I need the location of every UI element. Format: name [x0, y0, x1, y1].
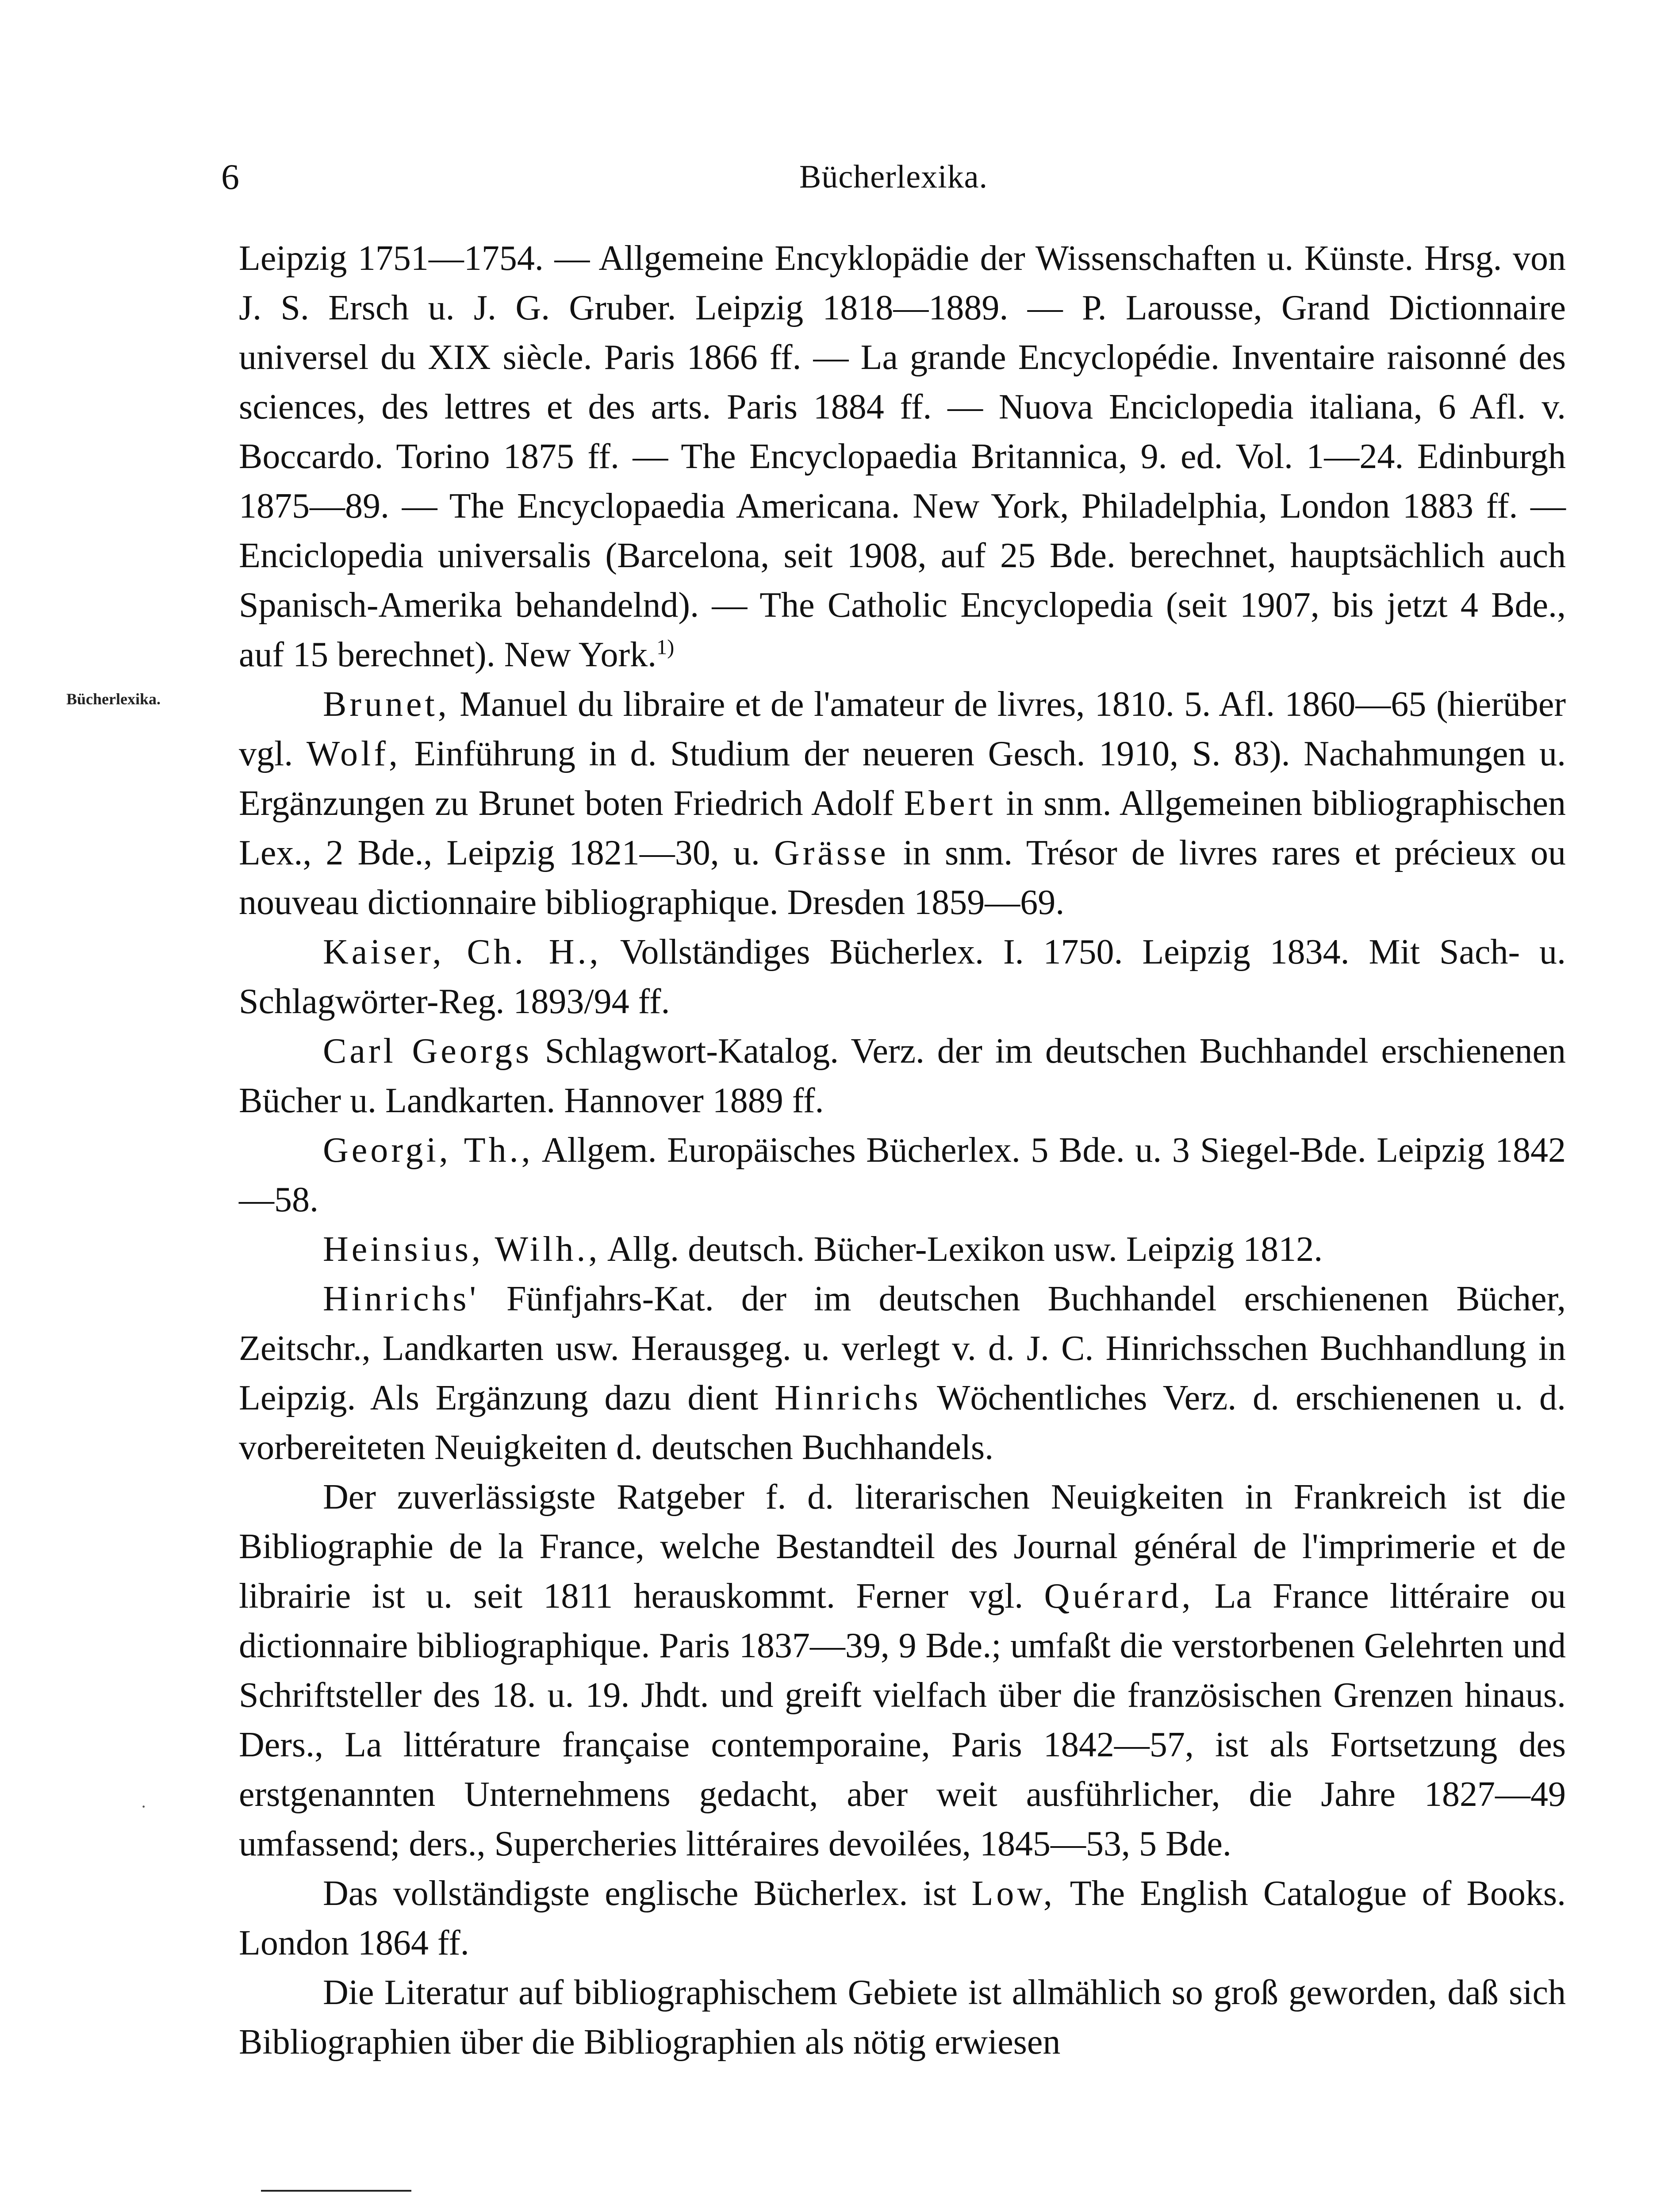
paragraph-text: Wöchentliches Verz. d. erschienenen u. d. vorbereiteten Neuigkeiten d. deutschen Buchhandels. — [239, 1379, 1566, 1467]
paragraph-text: The English Catalogue of Books. London 1864 ff. — [239, 1874, 1566, 1962]
author-name: Hinrichs' — [323, 1279, 479, 1318]
paragraph-english — [239, 1869, 1566, 1968]
paragraph-text: in snm. Allgemeinen bibliographischen Lex., 2 Bde., Leipzig 1821—30, u. — [239, 784, 1566, 872]
paragraph-georg — [239, 1026, 1566, 1125]
paragraph-kaiser — [239, 927, 1566, 1026]
paragraph-georgi — [239, 1125, 1566, 1225]
footnote-divider — [261, 2190, 411, 2192]
paragraph-text: Einführung in d. Studium der neueren Gesch. 1910, S. 83). Nachahmungen u. Ergänzungen zu Brunet boten Friedrich Adolf — [239, 734, 1566, 823]
author-name: Kaiser, Ch. H., — [323, 933, 602, 972]
author-name: Quérard, — [1044, 1577, 1194, 1616]
margin-note: Bücherlexika. — [66, 690, 161, 708]
author-name: Heinsius, Wilh., — [323, 1230, 601, 1269]
paragraph-hinrichs — [239, 1274, 1566, 1472]
author-name: Hinrichs — [775, 1379, 921, 1417]
author-name: Georgi, Th., — [323, 1131, 533, 1170]
paragraph-text: La France littéraire ou dictionnaire bibliographique. Paris 1837—39, 9 Bde.; umfaßt die verstorbenen Gelehrten und Schriftsteller des 18. u. 19. Jhdt. und greift vielfach über die französischen Grenzen hinaus. Ders., La littérature française contemporaine, Paris 1842—57, ist als Fortsetzung des erstgenannten Unternehmens gedacht, aber weit ausführlicher, die Jahre 1827—49 umfassend; ders., Supercheries littéraires devoilées, 1845—53, 5 Bde. — [239, 1577, 1566, 1863]
paragraph-text: Der zuverlässigste Ratgeber f. d. literarischen Neuigkeiten in Frankreich ist die Bibliographie de la France, welche Bestandteil des Journal général de l'imprimerie et de librairie ist u. seit 1811 herauskommt. Ferner vgl. — [239, 1478, 1566, 1616]
footnote-ref: 1) — [656, 635, 675, 659]
paragraph-text: Manuel du libraire et de l'amateur de livres, 1810. 5. Afl. 1860—65 (hierüber vgl. — [239, 685, 1566, 773]
paragraph-text: Fünfjahrs-Kat. der im deutschen Buchhandel erschienenen Bücher, Zeitschr., Landkarten usw. Herausgeg. u. verlegt v. d. J. C. Hinrichsschen Buchhandlung in Leipzig. Als Ergänzung dazu dient — [239, 1279, 1566, 1417]
running-head: Bücherlexika. — [799, 159, 988, 195]
author-name: Wolf, — [306, 734, 401, 773]
page-header — [221, 155, 1566, 208]
paragraph-text: Schlagwort-Katalog. Verz. der im deutschen Buchhandel erschienenen Bücher u. Landkarten. Hannover 1889 ff. — [239, 1032, 1566, 1120]
author-name: Carl Georgs — [323, 1032, 533, 1071]
paragraph-heinsius — [239, 1225, 1566, 1274]
paragraph-text: Allg. deutsch. Bücher-Lexikon usw. Leipzig 1812. — [600, 1230, 1323, 1269]
paragraph-text: Die Literatur auf bibliographischem Gebiete ist allmählich so groß geworden, daß sich Bibliographien über die Bibliographien als nötig erwiesen — [239, 1973, 1566, 2062]
author-name: Low, — [971, 1874, 1055, 1913]
paragraph-text: Allgem. Europäisches Bücherlex. 5 Bde. u. 3 Siegel-Bde. Leipzig 1842—58. — [239, 1131, 1566, 1219]
paragraph-france — [239, 1472, 1566, 1869]
stray-mark: · — [141, 1797, 147, 1816]
author-name: Ebert — [904, 784, 996, 823]
paragraph-text: Das vollständigste englische Bücherlex. ist — [323, 1874, 972, 1913]
page-number: 6 — [221, 157, 239, 197]
author-name: Brunet, — [323, 685, 450, 724]
body-text — [239, 234, 1566, 2067]
paragraph-text: Vollständiges Bücherlex. I. 1750. Leipzig 1834. Mit Sach- u. Schlagwörter-Reg. 1893/94 ff. — [239, 933, 1566, 1021]
paragraph-brunet — [239, 680, 1566, 927]
paragraph-text: Leipzig 1751—1754. — Allgemeine Encyklopädie der Wissenschaften u. Künste. Hrsg. von J. S. Ersch u. J. G. Gruber. Leipzig 1818—1889. — P. Larousse, Grand Dictionnaire universel du XIX siècle. Paris 1866 ff. — La grande Encyclopédie. Inventaire raisonné des sciences, des lettres et des arts. Paris 1884 ff. — Nuova Enciclopedia italiana, 6 Afl. v. Boccardo. Torino 1875 ff. — The Encyclopaedia Britannica, 9. ed. Vol. 1—24. Edinburgh 1875—89. — The Encyclopaedia Americana. New York, Philadelphia, London 1883 ff. — Enciclopedia universalis (Barcelona, seit 1908, auf 25 Bde. berechnet, hauptsächlich auch Spanisch-Amerika behandelnd). — The Catholic Encyclopedia (seit 1907, bis jetzt 4 Bde., auf 15 berechnet). New York. — [239, 239, 1566, 674]
paragraph-bibliographies — [239, 1968, 1566, 2067]
author-name: Grässe — [774, 833, 889, 872]
paragraph-encyclopedias — [239, 234, 1566, 680]
paragraph-text: in snm. Trésor de livres rares et précieux ou nouveau dictionnaire bibliographique. Dresden 1859—69. — [239, 833, 1566, 922]
